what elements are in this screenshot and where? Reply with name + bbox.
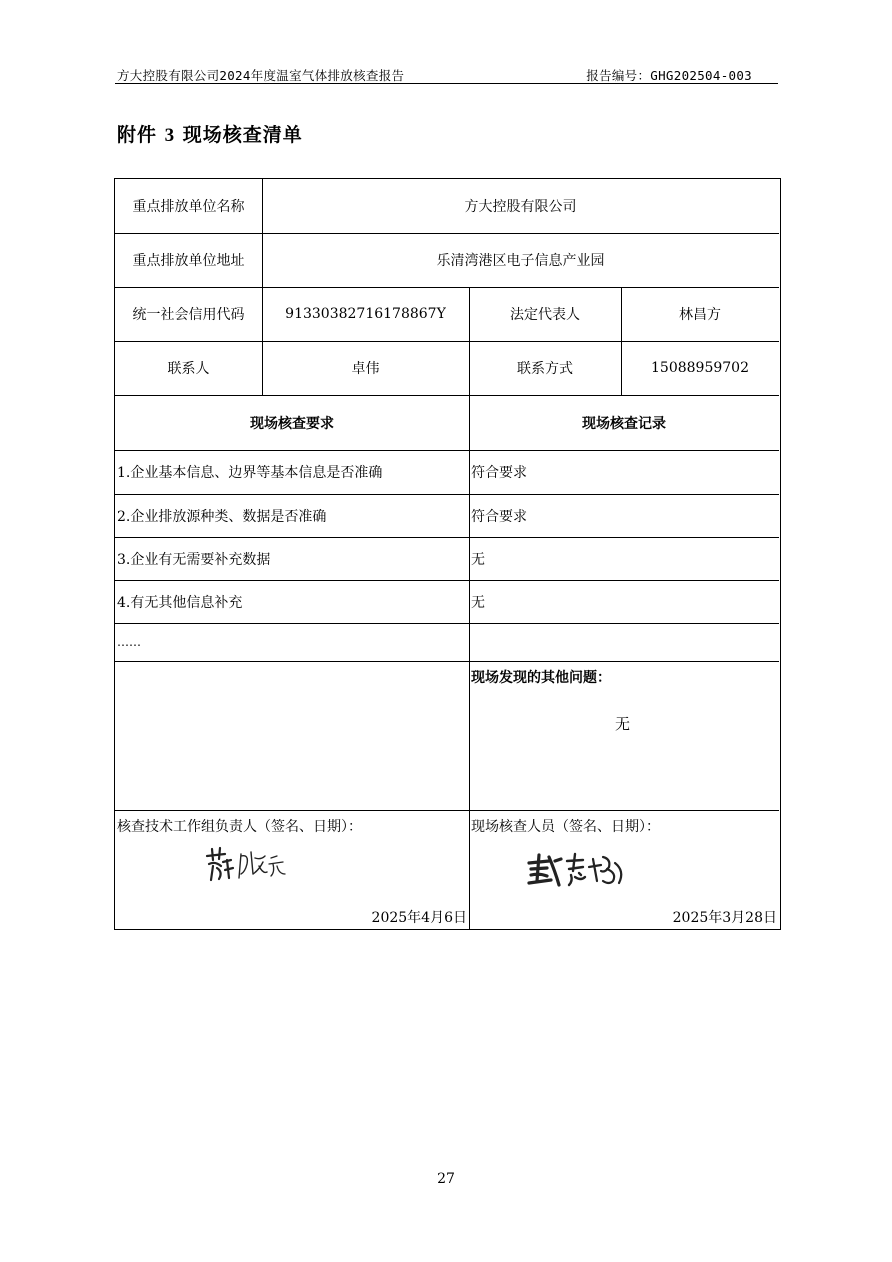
- title-prefix: 附件: [117, 124, 158, 146]
- record-item: 无: [471, 594, 485, 611]
- checklist-table: [114, 178, 781, 930]
- page-title: [117, 120, 303, 147]
- title-number: 3: [164, 125, 176, 146]
- row-divider: [115, 810, 779, 811]
- other-issues-label: 现场发现的其他问题：: [471, 670, 611, 686]
- requirement-header: 现场核查要求: [250, 415, 334, 432]
- unit-name-value: 方大控股有限公司: [464, 199, 577, 215]
- requirement-item: 2.企业排放源种类、数据是否准确: [117, 508, 327, 525]
- left-signature-date: 2025年4月6日: [371, 910, 467, 926]
- unit-name-label: 重点排放单位名称: [132, 199, 245, 215]
- record-header: 现场核查记录: [582, 415, 666, 432]
- record-item: 符合要求: [471, 508, 527, 525]
- title-text: 现场核查清单: [182, 124, 303, 146]
- contact-label: 联系人: [167, 361, 210, 377]
- requirement-ellipsis: ……: [117, 635, 141, 649]
- unit-address-value: 乐清湾港区电子信息产业园: [436, 253, 605, 269]
- page-number: 27: [437, 1171, 455, 1187]
- requirement-item: 3.企业有无需要补充数据: [117, 551, 271, 568]
- requirement-item: 1.企业基本信息、边界等基本信息是否准确: [117, 465, 383, 481]
- record-item: 无: [471, 551, 485, 568]
- phone-label: 联系方式: [517, 361, 573, 377]
- requirement-item: 4.有无其他信息补充: [117, 594, 243, 611]
- left-handwritten-signature: [203, 844, 293, 884]
- row-divider: [115, 661, 779, 662]
- header-report-title: 方大控股有限公司2024年度温室气体排放核查报告: [117, 68, 405, 83]
- other-issues-value: 无: [615, 715, 631, 733]
- right-signature-date: 2025年3月28日: [672, 910, 777, 926]
- credit-code-label: 统一社会信用代码: [132, 307, 245, 323]
- legal-rep-label: 法定代表人: [510, 307, 580, 323]
- header-divider: [115, 83, 778, 84]
- contact-value: 卓伟: [351, 361, 380, 377]
- phone-value: 15088959702: [651, 360, 749, 376]
- right-handwritten-signature: [525, 851, 635, 891]
- right-signature-label: 现场核查人员（签名、日期）：: [471, 819, 660, 835]
- header-report-number: 报告编号：GHG202504-003: [586, 68, 752, 83]
- record-item: 符合要求: [471, 465, 527, 481]
- left-signature-label: 核查技术工作组负责人（签名、日期）：: [117, 819, 362, 835]
- credit-code-value: 91330382716178867Y: [285, 306, 446, 322]
- legal-rep-value: 林昌方: [679, 307, 721, 323]
- unit-address-label: 重点排放单位地址: [132, 253, 245, 269]
- record-item: [469, 623, 779, 661]
